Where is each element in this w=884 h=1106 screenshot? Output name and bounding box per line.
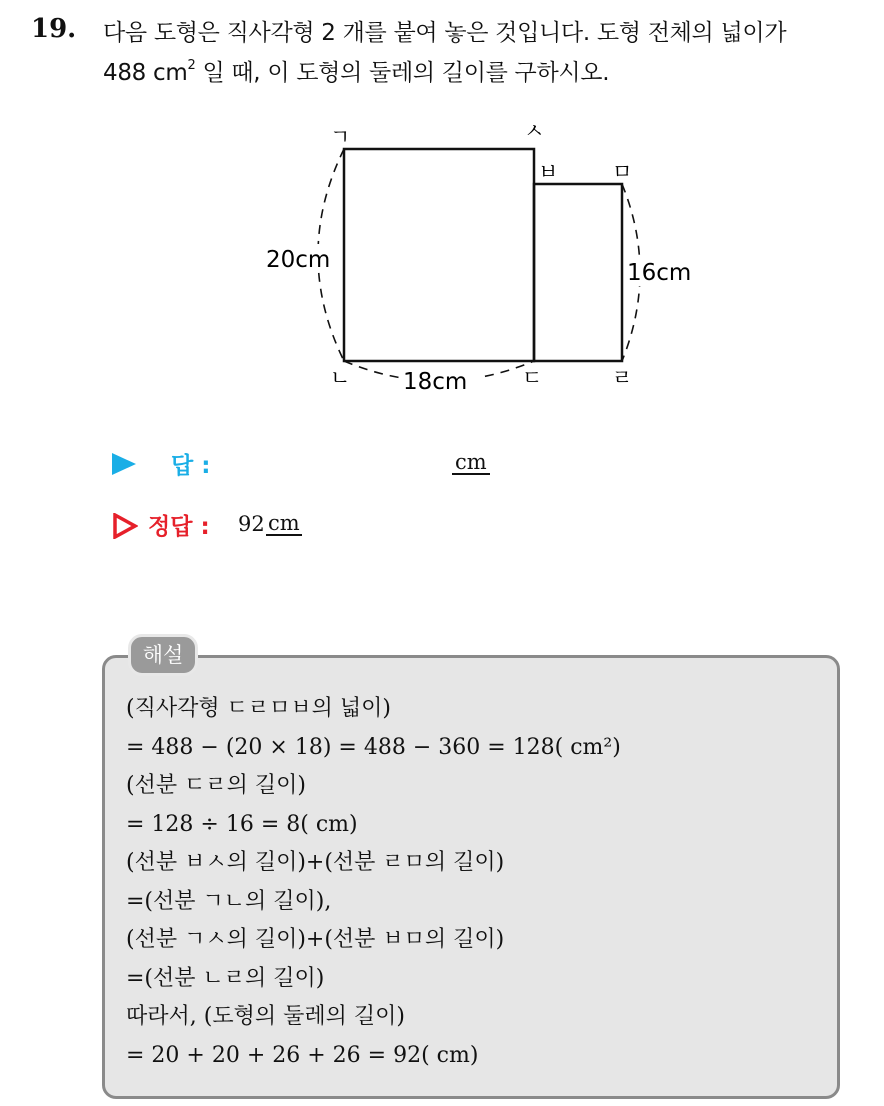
explanation-line: 따라서, (도형의 둘레의 길이): [126, 1004, 405, 1029]
vertex-label-n: ㄴ: [330, 366, 351, 390]
explanation-tab: 해설: [128, 634, 198, 676]
explanation-line: = 488 − (20 × 18) = 488 − 360 = 128( cm²): [126, 734, 621, 760]
correct-answer-unit: cm: [268, 511, 300, 535]
small-rectangle: [534, 184, 622, 361]
correct-answer-row: [110, 508, 530, 544]
area-exponent: 2: [187, 58, 196, 73]
question-text-line2-suffix: 일 때, 이 도형의 둘레의 길이를 구하시오.: [195, 60, 610, 86]
explanation-line: (선분 ㄱㅅ의 길이)+(선분 ㅂㅁ의 길이): [126, 927, 505, 952]
vertex-label-b: ㅂ: [538, 160, 559, 184]
explanation-line: =(선분 ㄴㄹ의 길이): [126, 965, 325, 991]
correct-answer-value: 92: [238, 512, 265, 536]
explanation-line: (선분 ㅂㅅ의 길이)+(선분 ㄹㅁ의 길이): [126, 850, 505, 875]
explanation-line: = 20 + 20 + 26 + 26 = 92( cm): [126, 1042, 479, 1068]
area-value: 488 cm: [103, 60, 188, 86]
question-number: 19.: [31, 14, 77, 44]
rectangles-figure: [250, 118, 710, 408]
outline-triangle-icon: [112, 513, 138, 539]
play-triangle-icon: [112, 453, 136, 475]
question-text-line2: [103, 54, 609, 87]
explanation-line: =(선분 ㄱㄴ의 길이),: [126, 888, 332, 914]
answer-row: [110, 447, 530, 481]
vertex-label-s: ㅅ: [524, 119, 545, 143]
explanation-line: (선분 ㄷㄹ의 길이): [126, 773, 306, 798]
vertex-label-d: ㄷ: [522, 366, 543, 390]
vertex-label-g: ㄱ: [330, 125, 351, 149]
right-height-label: 16cm: [627, 260, 692, 286]
answer-label: 답 :: [171, 453, 211, 479]
question-text-line1: 다음 도형은 직사각형 2 개를 붙여 놓은 것입니다. 도형 전체의 넓이가: [103, 20, 787, 46]
correct-answer-label: 정답 :: [148, 514, 210, 540]
bottom-width-label: 18cm: [403, 369, 468, 395]
vertex-label-r: ㄹ: [612, 366, 633, 390]
explanation-line: = 128 ÷ 16 = 8( cm): [126, 811, 358, 837]
left-height-label: 20cm: [266, 247, 331, 273]
explanation-line: (직사각형 ㄷㄹㅁㅂ의 넓이): [126, 696, 391, 721]
answer-unit[interactable]: cm: [452, 451, 490, 475]
large-rectangle: [344, 149, 534, 361]
vertex-label-m: ㅁ: [612, 160, 633, 184]
explanation-lines: [126, 690, 621, 1075]
